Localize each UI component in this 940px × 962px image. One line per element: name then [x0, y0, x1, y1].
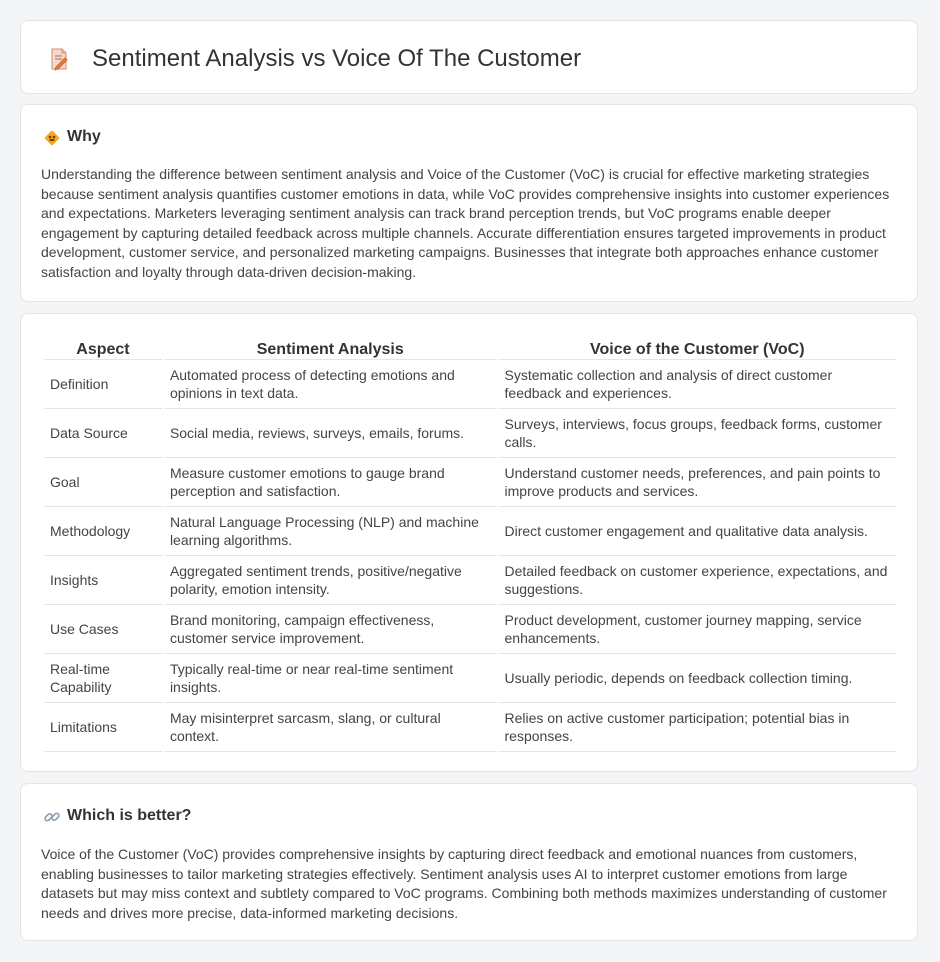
row-aspect: Limitations: [44, 703, 162, 752]
table-row: [44, 703, 896, 752]
row-aspect: Real-time Capability: [44, 654, 162, 703]
comparison-table: [42, 333, 898, 752]
title-card: [20, 20, 918, 94]
table-header-row: [44, 333, 896, 360]
link-icon: [43, 808, 61, 826]
row-aspect: Use Cases: [44, 605, 162, 654]
which-is-better-section: [20, 783, 918, 941]
document-pencil-icon: [47, 47, 71, 71]
header-sentiment-analysis: Sentiment Analysis: [164, 333, 497, 360]
header-voice-of-customer: Voice of the Customer (VoC): [499, 333, 896, 360]
row-voice-of-customer: Direct customer engagement and qualitative data analysis.: [499, 507, 896, 556]
row-sentiment-analysis: Aggregated sentiment trends, positive/negative polarity, emotion intensity.: [164, 556, 497, 605]
row-voice-of-customer: Detailed feedback on customer experience, expectations, and suggestions.: [499, 556, 896, 605]
table-row: [44, 360, 896, 409]
table-row: [44, 556, 896, 605]
which-is-better-heading: Which is better?: [67, 807, 192, 824]
diamond-sign-icon: [43, 129, 61, 147]
row-voice-of-customer: Relies on active customer participation; potential bias in responses.: [499, 703, 896, 752]
row-aspect: Goal: [44, 458, 162, 507]
which-is-better-text: Voice of the Customer (VoC) provides comprehensive insights by capturing direct feedback and emotional nuances from customers, enabling businesses to tailor marketing strategies effectively. Sentiment analysis uses AI to interpret customer emotions from large datasets but may miss context and subtlety compared to VoC programs. Combining both methods maximizes understanding of customer needs and drives more precise, data-informed marketing decisions.: [41, 846, 887, 921]
row-voice-of-customer: Usually periodic, depends on feedback collection timing.: [499, 654, 896, 703]
page-title: Sentiment Analysis vs Voice Of The Customer: [92, 45, 582, 72]
row-sentiment-analysis: Automated process of detecting emotions and opinions in text data.: [164, 360, 497, 409]
row-aspect: Insights: [44, 556, 162, 605]
row-sentiment-analysis: Natural Language Processing (NLP) and machine learning algorithms.: [164, 507, 497, 556]
table-row: [44, 654, 896, 703]
header-aspect: Aspect: [44, 333, 162, 360]
table-row: [44, 507, 896, 556]
row-voice-of-customer: Systematic collection and analysis of direct customer feedback and experiences.: [499, 360, 896, 409]
table-row: [44, 458, 896, 507]
row-sentiment-analysis: Social media, reviews, surveys, emails, forums.: [164, 409, 497, 458]
row-aspect: Methodology: [44, 507, 162, 556]
row-sentiment-analysis: Typically real-time or near real-time sentiment insights.: [164, 654, 497, 703]
row-sentiment-analysis: Measure customer emotions to gauge brand perception and satisfaction.: [164, 458, 497, 507]
row-voice-of-customer: Understand customer needs, preferences, and pain points to improve products and services.: [499, 458, 896, 507]
row-voice-of-customer: Product development, customer journey mapping, service enhancements.: [499, 605, 896, 654]
why-text: Understanding the difference between sentiment analysis and Voice of the Customer (VoC) is crucial for effective marketing strategies because sentiment analysis quantifies customer emotions in data, while VoC provides comprehensive insights into customer experiences and expectations. Marketers leveraging sentiment analysis can track brand perception trends, but VoC programs enable deeper engagement by capturing detailed feedback across multiple channels. Accurate differentiation ensures targeted improvements in product development, customer service, and personalized marketing campaigns. Businesses that integrate both approaches enhance customer satisfaction and loyalty through data-driven decision-making.: [41, 166, 890, 280]
table-row: [44, 409, 896, 458]
table-row: [44, 605, 896, 654]
why-heading: Why: [67, 128, 101, 145]
row-aspect: Definition: [44, 360, 162, 409]
row-sentiment-analysis: Brand monitoring, campaign effectiveness, customer service improvement.: [164, 605, 497, 654]
why-section: [20, 104, 918, 302]
comparison-table-card: [20, 313, 918, 772]
row-voice-of-customer: Surveys, interviews, focus groups, feedback forms, customer calls.: [499, 409, 896, 458]
row-aspect: Data Source: [44, 409, 162, 458]
row-sentiment-analysis: May misinterpret sarcasm, slang, or cultural context.: [164, 703, 497, 752]
